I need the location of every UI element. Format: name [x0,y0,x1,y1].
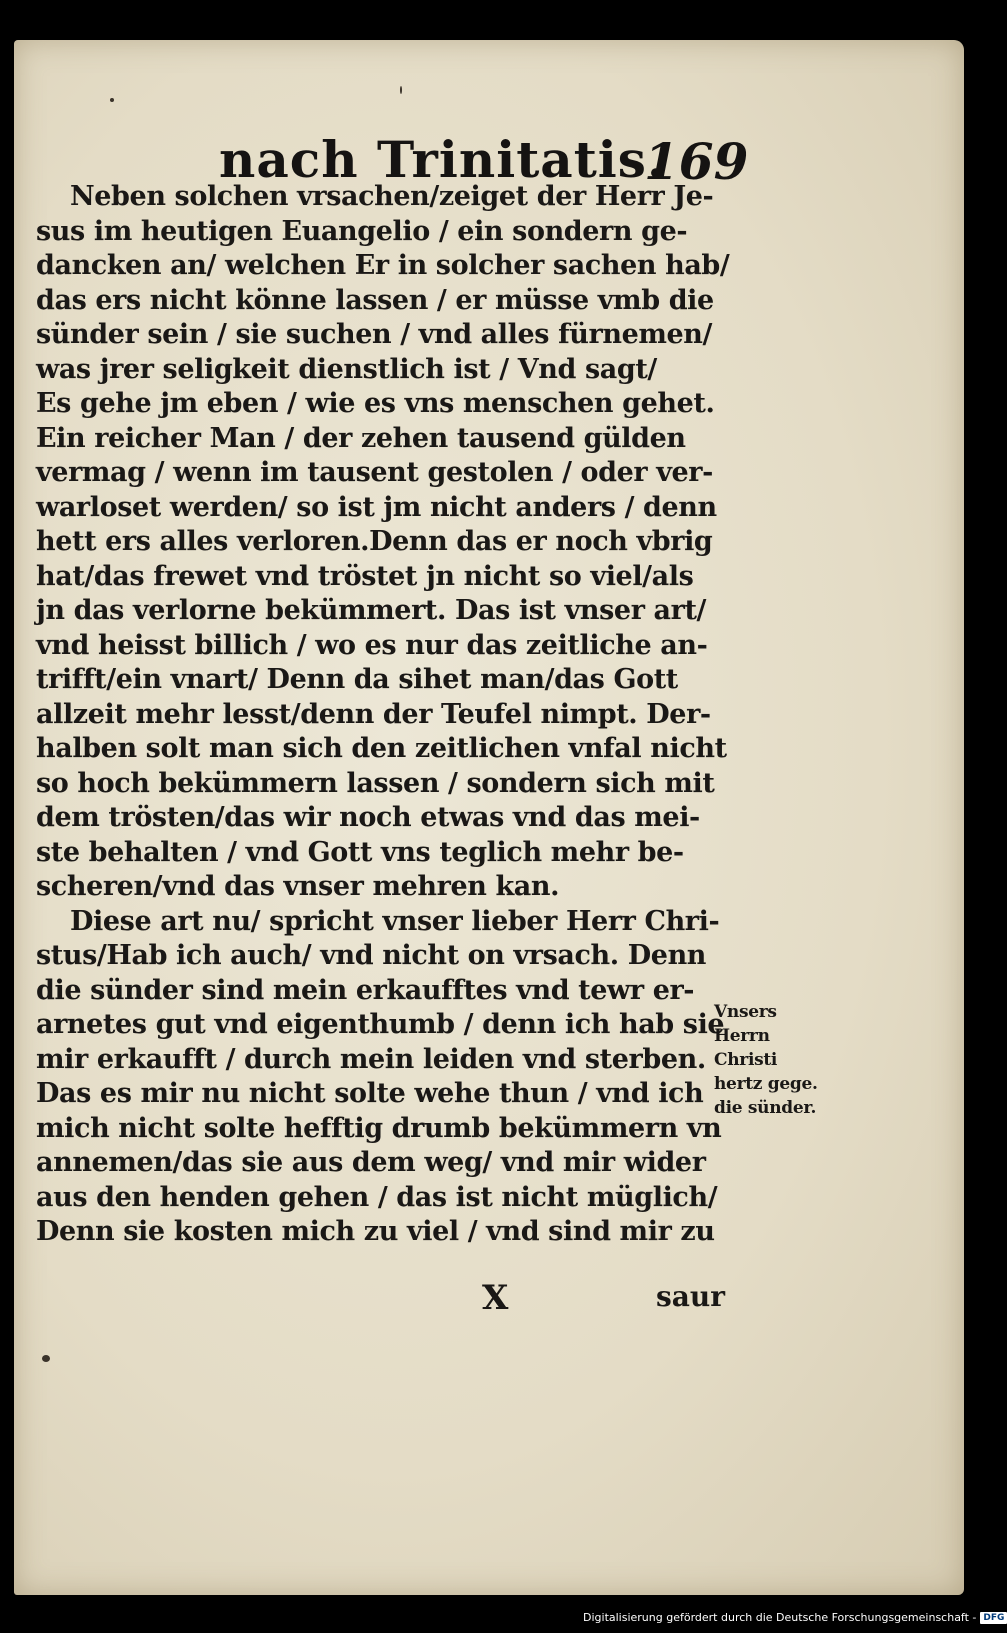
ink-speck [110,98,114,102]
body-text [36,180,736,1250]
text-line: das ers nicht könne lassen / er müsse vmb die [36,284,714,316]
text-line: trifft/ein vnart/ Denn da sihet man/das Gott [36,664,678,695]
text-line: sus im heutigen Euangelio / ein sondern ge- [36,215,688,247]
signature-mark: X [482,1278,509,1318]
margin-note-line: Christi [714,1050,778,1070]
text-line: Das es mir nu nicht solte wehe thun / vnd ich [36,1078,704,1109]
text-line: ste behalten / vnd Gott vns teglich mehr be- [36,836,684,868]
text-line: Denn sie kosten mich zu viel / vnd sind mir zu [36,1216,715,1247]
margin-note-line: Vnsers [714,1002,777,1022]
ink-speck [42,1355,50,1362]
text-line: Diese art nu/ spricht vnser lieber Herr Chri- [70,905,720,937]
text-line: arnetes gut vnd eigenthumb / denn ich hab sie [36,1009,725,1040]
dfg-logo: DFG [980,1612,1007,1624]
book-page [14,40,964,1595]
text-line: dem trösten/das wir noch etwas vnd das mei- [36,802,700,833]
text-line: hat/das frewet vnd tröstet jn nicht so viel/als [36,560,694,592]
margin-note-line: Herrn [714,1026,770,1046]
text-line: so hoch bekümmern lassen / sondern sich mit [36,767,715,799]
ink-speck [400,86,402,94]
text-line: jn das verlorne bekümmert. Das ist vnser art/ [36,595,706,626]
text-line: vermag / wenn im tausent gestolen / oder ver- [36,457,713,488]
page-number: 169 [644,132,749,191]
text-line: die sünder sind mein erkaufftes vnd tewr er- [36,974,695,1006]
text-line: stus/Hab ich auch/ vnd nicht on vrsach. Denn [36,940,707,971]
text-line: sünder sein / sie suchen / vnd alles fürnemen/ [36,319,712,350]
text-line: scheren/vnd das vnser mehren kan. [36,871,560,902]
catchword: saur [656,1280,726,1313]
text-line: dancken an/ welchen Er in solcher sachen hab/ [36,250,730,281]
text-line: halben solt man sich den zeitlichen vnfal nicht [36,733,727,764]
text-line: Es gehe jm eben / wie es vns menschen gehet. [36,388,715,419]
text-line: aus den henden gehen / das ist nicht müglich/ [36,1181,718,1213]
text-line: vnd heisst billich / wo es nur das zeitliche an- [36,629,708,661]
text-line: warloset werden/ so ist jm nicht anders / denn [36,491,717,523]
text-line: Ein reicher Man / der zehen tausend gülden [36,422,686,454]
text-line: annemen/das sie aus dem weg/ vnd mir wider [36,1147,706,1178]
running-head: nach Trinitatis. [219,130,666,189]
text-line: Neben solchen vrsachen/zeiget der Herr Je- [70,181,714,212]
text-line: was jrer seligkeit dienstlich ist / Vnd sagt/ [36,353,657,385]
footer-credit [583,1608,1005,1628]
footer-text: Digitalisierung gefördert durch die Deutsche Forschungsgemeinschaft - [583,1611,977,1624]
margin-note [714,1000,854,1120]
text-line: mir erkaufft / durch mein leiden vnd sterben. [36,1043,706,1075]
margin-note-line: die sünder. [714,1098,817,1118]
text-line: hett ers alles verloren.Denn das er noch vbrig [36,526,713,557]
text-line: mich nicht solte hefftig drumb bekümmern vn [36,1112,722,1144]
text-line: allzeit mehr lesst/denn der Teufel nimpt. Der- [36,698,711,730]
margin-note-line: hertz gege. [714,1074,818,1094]
